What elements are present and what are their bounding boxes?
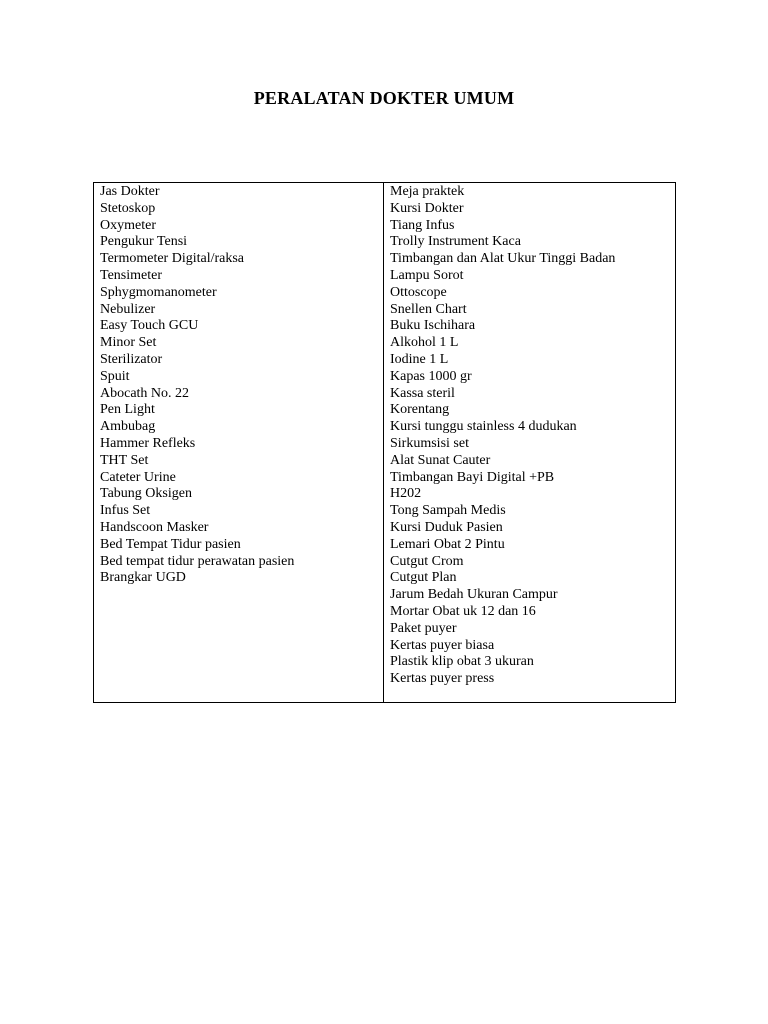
list-item: Infus Set [100,503,151,519]
list-item: Trolly Instrument Kaca [390,234,521,250]
list-item: Sirkumsisi set [390,435,469,451]
list-item: Bed tempat tidur perawatan pasien [100,553,295,569]
list-item: Tong Sampah Medis [390,503,506,519]
list-item: Kassa steril [390,385,455,401]
list-item: Cateter Urine [100,469,176,485]
equipment-table [93,182,676,703]
list-item: Plastik klip obat 3 ukuran [390,654,534,670]
list-item: Sphygmomanometer [100,284,217,300]
list-item: Brangkar UGD [100,570,186,586]
list-item: Lemari Obat 2 Pintu [390,536,505,552]
list-item: Buku Ischihara [390,318,476,334]
list-item: Kursi Dokter [390,200,464,216]
list-item: Iodine 1 L [390,351,449,367]
list-item: Spuit [100,368,130,384]
list-item: THT Set [100,452,149,468]
list-item: Abocath No. 22 [100,385,190,401]
list-item: Snellen Chart [390,301,467,317]
list-item: Termometer Digital/raksa [100,251,245,267]
list-item: Pen Light [100,402,155,418]
list-item: Nebulizer [100,301,156,317]
list-item: Hammer Refleks [100,435,196,451]
list-item: Stetoskop [100,200,156,216]
page-title: PERALATAN DOKTER UMUM [253,88,515,108]
list-item: Ambubag [100,419,156,435]
list-item: Korentang [390,402,450,418]
list-item: Ottoscope [390,284,447,300]
list-item: Kursi Duduk Pasien [390,519,503,535]
list-item: H202 [390,486,422,502]
list-item: Meja praktek [390,184,465,199]
list-item: Cutgut Crom [390,553,464,569]
list-item: Paket puyer [390,620,457,636]
list-item: Kertas puyer biasa [390,637,495,653]
list-item: Alat Sunat Cauter [390,452,491,468]
list-item: Kapas 1000 gr [390,368,472,384]
left-column [94,183,384,702]
list-item: Timbangan dan Alat Ukur Tinggi Badan [390,251,616,267]
list-item: Kertas puyer press [390,671,495,687]
list-item: Tensimeter [100,267,162,283]
list-item: Easy Touch GCU [100,318,199,334]
list-item: Alkohol 1 L [390,335,459,351]
list-item: Lampu Sorot [390,267,464,283]
list-item: Handscoon Masker [100,519,209,535]
list-item: Sterilizator [100,351,163,367]
list-item: Jas Dokter [100,184,160,199]
list-item: Tiang Infus [390,217,455,233]
list-item: Tabung Oksigen [100,486,192,502]
list-item: Pengukur Tensi [100,234,188,250]
list-item: Bed Tempat Tidur pasien [100,536,241,552]
list-item: Minor Set [100,335,157,351]
list-item: Timbangan Bayi Digital +PB [390,469,555,485]
list-item: Jarum Bedah Ukuran Campur [390,587,558,603]
list-item: Cutgut Plan [390,570,457,586]
list-item: Mortar Obat uk 12 dan 16 [390,603,536,619]
list-item: Kursi tunggu stainless 4 dudukan [390,419,577,435]
right-column [384,183,675,702]
list-item: Oxymeter [100,217,156,233]
